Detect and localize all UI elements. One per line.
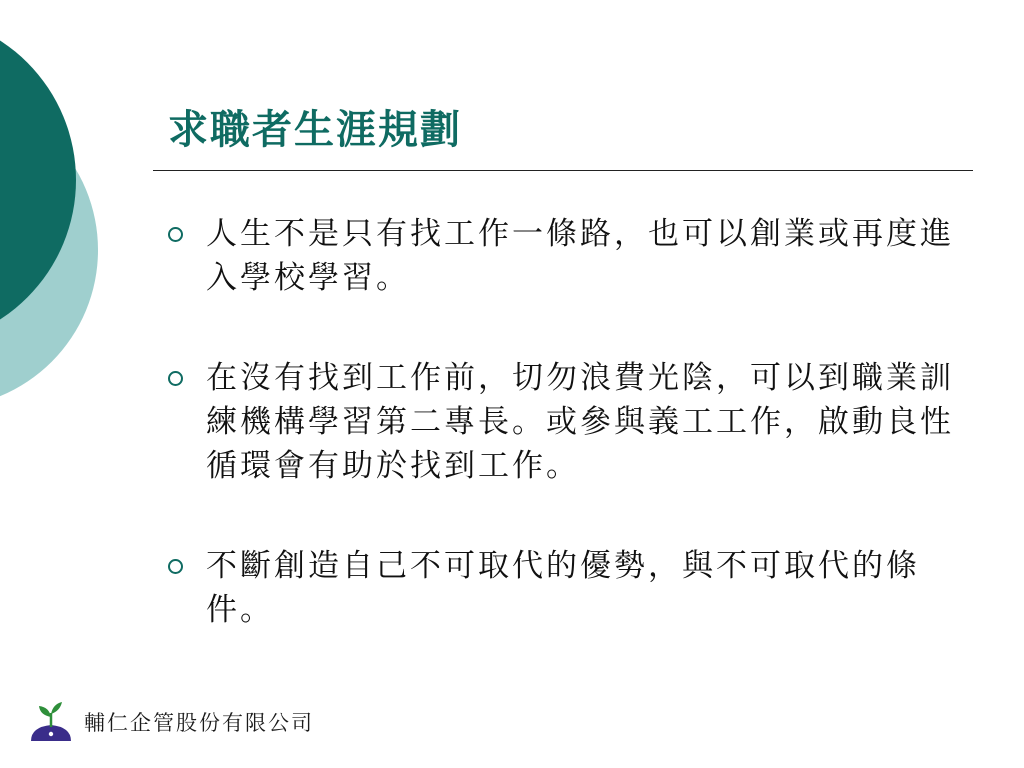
sprout-logo-icon <box>28 697 74 743</box>
title-divider <box>153 170 973 171</box>
bullet-item <box>160 356 970 488</box>
bullet-item <box>160 212 970 300</box>
bullet-list <box>160 212 970 632</box>
bullet-text: 人生不是只有找工作一條路，也可以創業或再度進入學校學習。 <box>206 216 954 296</box>
company-name: 輔仁企管股份有限公司 <box>84 711 314 735</box>
circle-bullet-icon <box>168 371 183 386</box>
bullet-item <box>160 544 970 632</box>
bullet-text: 不斷創造自己不可取代的優勢，與不可取代的條件。 <box>206 548 920 628</box>
decorative-circles <box>0 0 110 400</box>
circle-bullet-icon <box>168 559 183 574</box>
page-title: 求職者生涯規劃 <box>168 106 462 153</box>
circle-bullet-icon <box>168 227 183 242</box>
bullet-text: 在沒有找到工作前，切勿浪費光陰，可以到職業訓練機構學習第二專長。或參與義工工作，啟動良性循環會有助於找到工作。 <box>206 360 954 484</box>
